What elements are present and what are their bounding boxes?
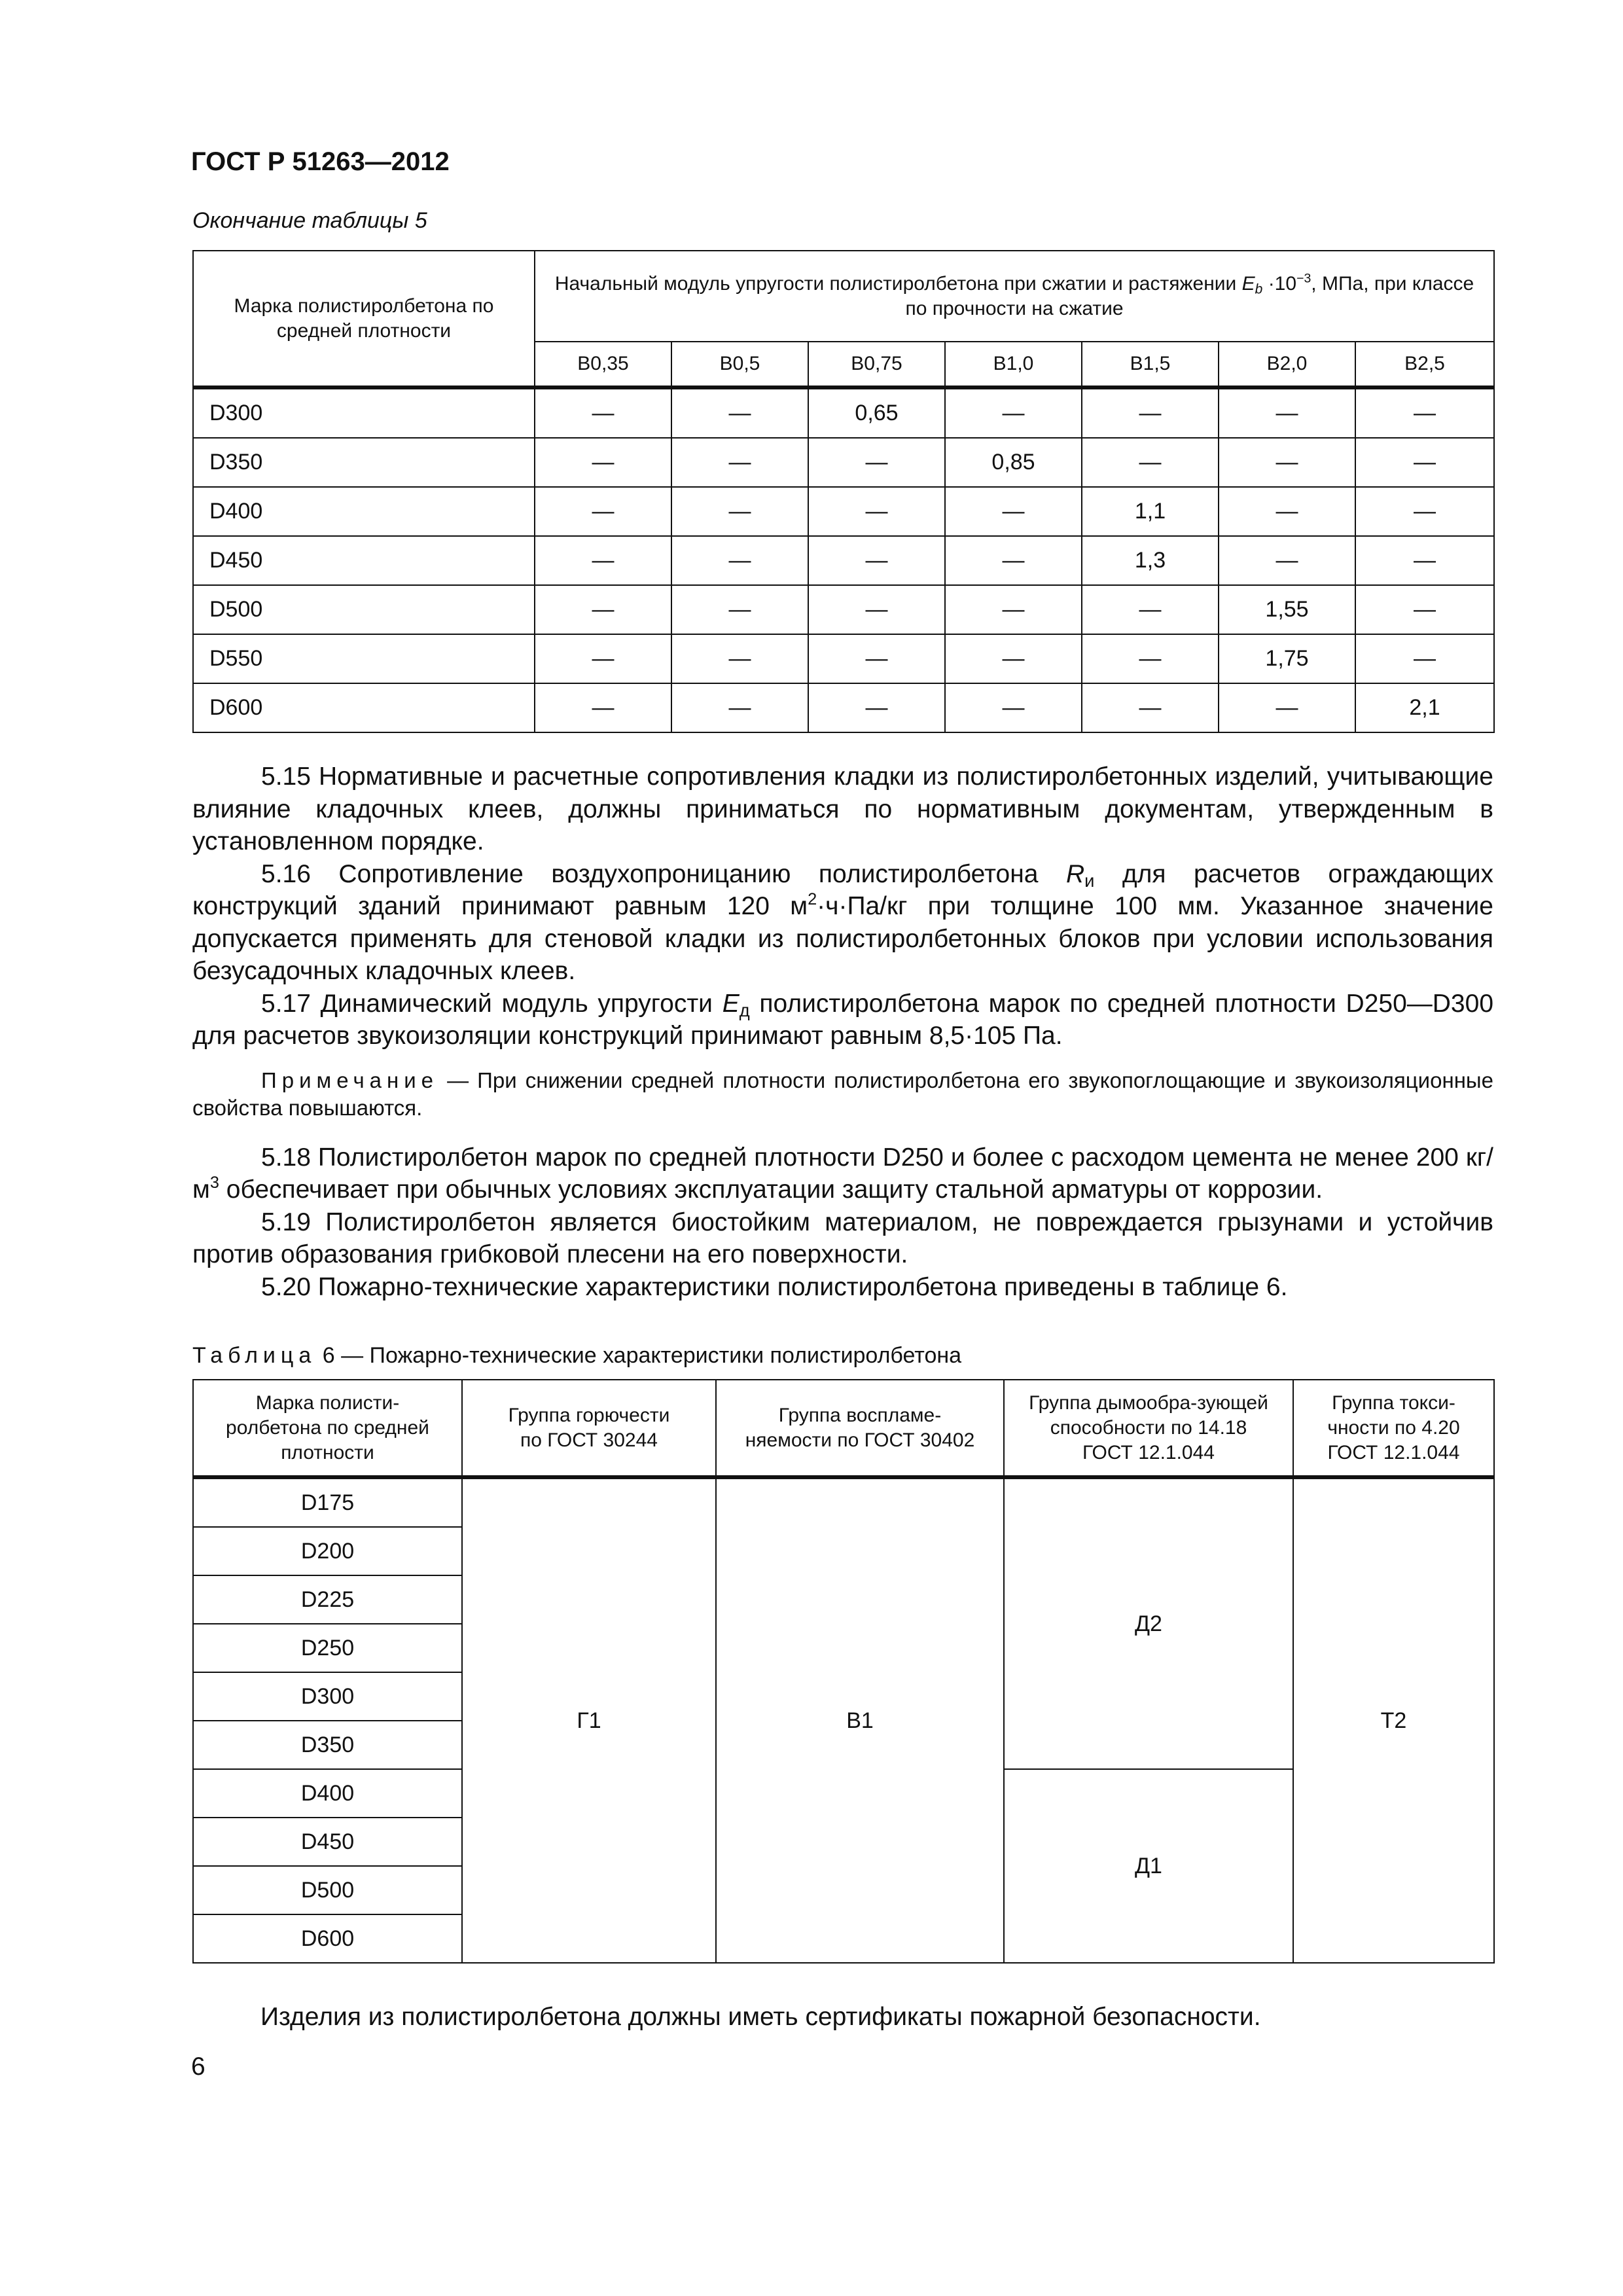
table6-body	[193, 1477, 1494, 1963]
table5-value-cell: 1,1	[1082, 487, 1219, 536]
table5-value-cell: —	[671, 487, 808, 536]
table5-value-cell: —	[1355, 585, 1494, 634]
table5-value-cell: —	[671, 585, 808, 634]
table5-value-cell: —	[1355, 536, 1494, 585]
note-text: — При снижении средней плотности полистиролбетона его звукопоглощающие и звукоизоляционные свойства повышаются.	[192, 1067, 1493, 1120]
table5-class-header: B1,0	[945, 342, 1082, 387]
table6-header: Группа токси-чности по 4.20 ГОСТ 12.1.044	[1293, 1380, 1494, 1477]
table5-class-header: B0,35	[535, 342, 671, 387]
table5-value-cell: —	[1355, 487, 1494, 536]
table5-value-cell: —	[808, 585, 945, 634]
table5-row	[193, 536, 1494, 585]
table5-value-cell: —	[1355, 387, 1494, 438]
page-number: 6	[191, 2053, 205, 2081]
table6-mark-cell: D350	[193, 1721, 462, 1769]
table5-value-cell: —	[1355, 438, 1494, 487]
table5-value-cell: —	[808, 536, 945, 585]
table5-value-cell: —	[671, 683, 808, 732]
table6-header: Группа горючести по ГОСТ 30244	[462, 1380, 716, 1477]
table6-mark-cell: D175	[193, 1477, 462, 1527]
table5-value-cell: —	[1219, 536, 1355, 585]
table5-value-cell: —	[945, 487, 1082, 536]
table5-value-cell: —	[1219, 387, 1355, 438]
table5-mark-cell: D400	[193, 487, 535, 536]
table6-mark-cell: D300	[193, 1672, 462, 1721]
table5-value-cell: 1,75	[1219, 634, 1355, 683]
table5-value-cell: —	[808, 487, 945, 536]
table5-value-cell: —	[535, 585, 671, 634]
table5-value-cell: 1,3	[1082, 536, 1219, 585]
table5-value-cell: —	[535, 387, 671, 438]
paragraph-5-19: 5.19 Полистиролбетон является биостойким материалом, не повреждается грызунами и устойчив против образования грибковой плесени на его поверхности.	[192, 1208, 1493, 1268]
table5-value-cell: 0,85	[945, 438, 1082, 487]
table5-caption: Окончание таблицы 5	[192, 208, 427, 233]
table5-value-cell: —	[808, 438, 945, 487]
table5-value-cell: —	[1219, 683, 1355, 732]
table6-mark-cell: D200	[193, 1527, 462, 1575]
table5-value-cell: —	[535, 683, 671, 732]
paragraph-5-18: 5.18 Полистиролбетон марок по средней плотности D250 и более с расходом цемента не менее 200 $кг/м^3$ обеспечивает при обычных условиях эксплуатации защиту стальной арматуры от коррозии.	[192, 1143, 1493, 1204]
table5-row	[193, 487, 1494, 536]
table5-value-cell: —	[535, 438, 671, 487]
table5-value-cell: —	[535, 536, 671, 585]
body-paragraphs	[192, 761, 1493, 1303]
table5-value-cell: 0,65	[808, 387, 945, 438]
table5-value-cell: —	[808, 634, 945, 683]
table5-body	[193, 387, 1494, 732]
table6-ignitability-cell: В1	[716, 1477, 1004, 1963]
paragraph-5-16: 5.16 Сопротивление воздухопроницанию полистиролбетона $R_и$ для расчетов ограждающих конструкций зданий принимают равным 120 $м^2\cdot ч\cdot Па/кг$ при толщине 100 мм. Указанное значение допускается применять для стеновой кладки из полистиролбетонных блоков при условии использования безусадочных кладочных клеев.	[192, 859, 1493, 985]
table6-header: Группа дымообра-зующей способности по 14.18 ГОСТ 12.1.044	[1004, 1380, 1293, 1477]
table5-row	[193, 438, 1494, 487]
table6-smoke-lower-cell: Д1	[1004, 1769, 1293, 1963]
table5-value-cell: —	[1219, 487, 1355, 536]
table5-header-modulus: Начальный модуль упругости полистиролбетона при сжатии и растяжении $E_b \cdot 10^{-3}$, МПа, при классе по прочности на сжатие	[535, 251, 1494, 342]
table5-class-header: B0,75	[808, 342, 945, 387]
table5-row	[193, 683, 1494, 732]
table5-value-cell: 2,1	[1355, 683, 1494, 732]
table5-value-cell: —	[945, 536, 1082, 585]
table5-class-header: B2,5	[1355, 342, 1494, 387]
table-5	[192, 250, 1495, 733]
table5-value-cell: —	[808, 683, 945, 732]
table5-class-header: B1,5	[1082, 342, 1219, 387]
table5-mark-cell: D350	[193, 438, 535, 487]
table6-mark-cell: D250	[193, 1624, 462, 1672]
table5-value-cell: —	[1082, 387, 1219, 438]
table5-value-cell: —	[1082, 634, 1219, 683]
table5-value-cell: —	[1082, 585, 1219, 634]
table-6	[192, 1379, 1495, 1964]
closing-sentence: Изделия из полистиролбетона должны иметь сертификаты пожарной безопасности.	[260, 2003, 1261, 2031]
table6-mark-cell: D500	[193, 1866, 462, 1914]
table5-class-header: B0,5	[671, 342, 808, 387]
table5-row	[193, 634, 1494, 683]
note	[192, 1067, 1493, 1122]
table6-header: Марка полисти-ролбетона по средней плотности	[193, 1380, 462, 1477]
table5-value-cell: —	[945, 683, 1082, 732]
table5-row	[193, 387, 1494, 438]
table5-value-cell: —	[1355, 634, 1494, 683]
table6-flammability-cell: Г1	[462, 1477, 716, 1963]
table5-value-cell: —	[535, 634, 671, 683]
table5-value-cell: —	[945, 634, 1082, 683]
table5-mark-cell: D300	[193, 387, 535, 438]
table5-value-cell: —	[671, 634, 808, 683]
table5-value-cell: —	[671, 438, 808, 487]
table5-value-cell: —	[1082, 683, 1219, 732]
table5-value-cell: —	[945, 387, 1082, 438]
table5-row	[193, 585, 1494, 634]
table5-value-cell: —	[671, 387, 808, 438]
paragraph-5-17: 5.17 Динамический модуль упругости $E_д$ полистиролбетона марок по средней плотности D250—D300 для расчетов звукоизоляции конструкций принимают равным 8,5·105 Па.	[192, 989, 1494, 1050]
table6-mark-cell: D450	[193, 1818, 462, 1866]
table6-mark-cell: D225	[193, 1575, 462, 1624]
table5-value-cell: —	[671, 536, 808, 585]
table6-header: Группа воспламе-няемости по ГОСТ 30402	[716, 1380, 1004, 1477]
table6-title: Таблица 6 — Пожарно-технические характеристики полистиролбетона	[192, 1343, 962, 1368]
table5-value-cell: —	[535, 487, 671, 536]
paragraph-5-15: 5.15 Нормативные и расчетные сопротивления кладки из полистиролбетонных изделий, учитывающие влияние кладочных клеев, должны приниматься по нормативным документам, утвержденным в установленном порядке.	[192, 762, 1493, 855]
table5-mark-cell: D500	[193, 585, 535, 634]
table5-value-cell: 1,55	[1219, 585, 1355, 634]
table5-mark-cell: D600	[193, 683, 535, 732]
note-label: Примечание	[261, 1067, 439, 1092]
table6-mark-cell: D400	[193, 1769, 462, 1818]
table5-mark-cell: D450	[193, 536, 535, 585]
table6-smoke-upper-cell: Д2	[1004, 1477, 1293, 1769]
table5-mark-cell: D550	[193, 634, 535, 683]
table5-header-mark: Марка полистиролбетона по средней плотности	[193, 251, 535, 387]
paragraph-5-20: 5.20 Пожарно-технические характеристики полистиролбетона приведены в таблице 6.	[261, 1272, 1288, 1301]
table6-row	[193, 1477, 1494, 1527]
table5-class-header: B2,0	[1219, 342, 1355, 387]
table5-value-cell: —	[1219, 438, 1355, 487]
table6-toxicity-cell: Т2	[1293, 1477, 1494, 1963]
table5-value-cell: —	[945, 585, 1082, 634]
table5-value-cell: —	[1082, 438, 1219, 487]
table6-mark-cell: D600	[193, 1914, 462, 1963]
document-code: ГОСТ Р 51263—2012	[191, 147, 450, 176]
